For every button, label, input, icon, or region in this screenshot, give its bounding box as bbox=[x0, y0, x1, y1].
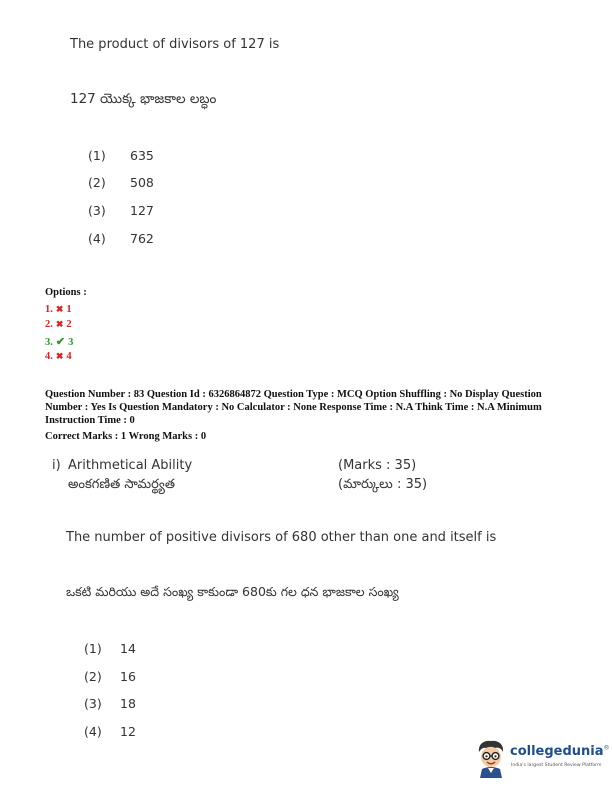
question-82-telugu: 127 యొక్క భాజకాల లబ్ధం bbox=[70, 91, 217, 107]
answer-row-3 bbox=[45, 335, 73, 348]
option-2-value: 508 bbox=[130, 175, 154, 190]
option-2-number: (2) bbox=[84, 669, 102, 684]
logo-name: collegedunia bbox=[510, 744, 604, 759]
option-3-value: 18 bbox=[120, 696, 136, 711]
answer-row-value: 1 bbox=[66, 304, 72, 315]
collegedunia-logo bbox=[474, 738, 610, 780]
question-83-telugu: ఒకటి మరియు అదే సంఖ్య కాకుండా 680కు గల ధన భాజకాల సంఖ్య bbox=[66, 584, 399, 599]
cross-icon: ✖ bbox=[55, 304, 64, 314]
check-icon: ✔ bbox=[55, 336, 66, 348]
answer-row-4 bbox=[45, 351, 72, 362]
answer-row-label: 1. bbox=[45, 304, 53, 315]
student-mascot-icon bbox=[474, 738, 508, 778]
logo-tagline: India's largest Student Review Platform bbox=[511, 763, 602, 768]
logo-wordmark bbox=[510, 744, 610, 759]
section-marks: (Marks : 35) bbox=[338, 458, 417, 473]
option-4-number: (4) bbox=[88, 231, 106, 246]
cross-icon: ✖ bbox=[55, 319, 64, 329]
answer-row-value: 4 bbox=[66, 351, 72, 362]
answer-row-label: 2. bbox=[45, 319, 53, 330]
answer-row-2 bbox=[45, 319, 72, 330]
option-3-number: (3) bbox=[84, 696, 102, 711]
question-meta-line-3: Instruction Time : 0 bbox=[45, 415, 135, 426]
option-1-number: (1) bbox=[88, 148, 106, 163]
marks-line: Correct Marks : 1 Wrong Marks : 0 bbox=[45, 431, 207, 442]
section-title: Arithmetical Ability bbox=[68, 458, 193, 473]
option-4-value: 762 bbox=[130, 231, 154, 246]
options-title: Options : bbox=[45, 287, 87, 298]
option-1-number: (1) bbox=[84, 641, 102, 656]
answer-row-label: 3. bbox=[45, 337, 53, 348]
option-1-value: 14 bbox=[120, 641, 136, 656]
answer-row-value: 2 bbox=[66, 319, 72, 330]
answer-row-label: 4. bbox=[45, 351, 53, 362]
option-2-number: (2) bbox=[88, 175, 106, 190]
question-meta-line-2: Number : Yes Is Question Mandatory : No Calculator : None Response Time : N.A Think Time : N.A Minimum bbox=[45, 402, 542, 413]
option-2-value: 16 bbox=[120, 669, 136, 684]
option-4-number: (4) bbox=[84, 724, 102, 739]
option-3-value: 127 bbox=[130, 203, 154, 218]
question-82-text: The product of divisors of 127 is bbox=[70, 37, 280, 52]
question-meta-line-1: Question Number : 83 Question Id : 6326864872 Question Type : MCQ Option Shuffling : No Display Question bbox=[45, 389, 542, 400]
section-prefix: i) bbox=[52, 458, 61, 473]
section-title-telugu: అంకగణిత సామర్థ్యత bbox=[68, 477, 176, 492]
section-marks-telugu: (మార్కులు : 35) bbox=[338, 477, 428, 492]
option-3-number: (3) bbox=[88, 203, 106, 218]
registered-mark: ® bbox=[603, 744, 610, 752]
option-1-value: 635 bbox=[130, 148, 154, 163]
question-83-text: The number of positive divisors of 680 other than one and itself is bbox=[66, 530, 497, 545]
answer-row-value: 3 bbox=[68, 337, 74, 348]
answer-row-1 bbox=[45, 304, 72, 315]
option-4-value: 12 bbox=[120, 724, 136, 739]
cross-icon: ✖ bbox=[55, 351, 64, 361]
